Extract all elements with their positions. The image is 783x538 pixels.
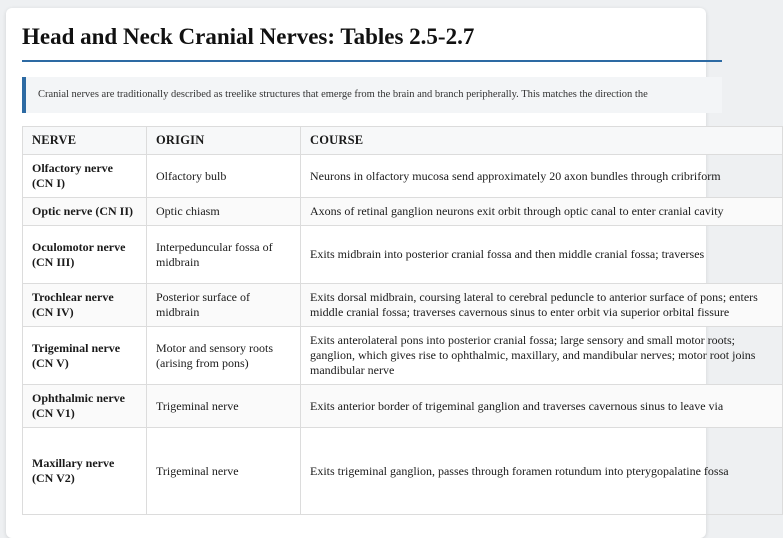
- origin-cell: Trigeminal nerve: [147, 428, 301, 515]
- nerve-cell: Trigeminal nerve (CN V): [23, 327, 147, 385]
- course-cell: Exits anterolateral pons into posterior cranial fossa; large sensory and small motor roots; ganglion, which gives rise to ophthalmic, maxillary, and mandibular nerves; motor root joins mandibular nerve: [301, 327, 783, 385]
- content-card: [6, 8, 758, 538]
- table-row: [23, 198, 783, 226]
- course-cell: Exits trigeminal ganglion, passes through foramen rotundum into pterygopalatine fossa: [301, 428, 783, 515]
- nerve-cell: Optic nerve (CN II): [23, 198, 147, 226]
- table-row: [23, 385, 783, 428]
- origin-cell: Optic chiasm: [147, 198, 301, 226]
- origin-cell: Motor and sensory roots (arising from pons): [147, 327, 301, 385]
- table-header-row: [23, 127, 783, 155]
- origin-cell: Olfactory bulb: [147, 155, 301, 198]
- intro-note: Cranial nerves are traditionally described as treelike structures that emerge from the brain and branch peripherally. This matches the direction the: [22, 77, 722, 113]
- title-divider: [22, 60, 722, 62]
- column-header-course: COURSE: [301, 127, 783, 155]
- nerve-cell: Olfactory nerve (CN I): [23, 155, 147, 198]
- origin-cell: Posterior surface of midbrain: [147, 284, 301, 327]
- course-cell: Exits midbrain into posterior cranial fossa and then middle cranial fossa; traverses: [301, 226, 783, 284]
- table-row: [23, 428, 783, 515]
- table-row: [23, 226, 783, 284]
- course-cell: Axons of retinal ganglion neurons exit orbit through optic canal to enter cranial cavity: [301, 198, 783, 226]
- nerve-cell: Maxillary nerve (CN V2): [23, 428, 147, 515]
- table-row: [23, 327, 783, 385]
- nerve-cell: Trochlear nerve (CN IV): [23, 284, 147, 327]
- origin-cell: Interpeduncular fossa of midbrain: [147, 226, 301, 284]
- course-cell: Neurons in olfactory mucosa send approximately 20 axon bundles through cribriform: [301, 155, 783, 198]
- cranial-nerves-table: [22, 126, 783, 515]
- course-cell: Exits dorsal midbrain, coursing lateral to cerebral peduncle to anterior surface of pons; enters middle cranial fossa; traverses cavernous sinus to enter orbit via superior orbital fissure: [301, 284, 783, 327]
- page-title: Head and Neck Cranial Nerves: Tables 2.5-2.7: [22, 24, 475, 49]
- column-header-origin: ORIGIN: [147, 127, 301, 155]
- column-header-nerve: NERVE: [23, 127, 147, 155]
- course-cell: Exits anterior border of trigeminal ganglion and traverses cavernous sinus to leave via: [301, 385, 783, 428]
- nerve-cell: Oculomotor nerve (CN III): [23, 226, 147, 284]
- table-row: [23, 155, 783, 198]
- nerve-cell: Ophthalmic nerve (CN V1): [23, 385, 147, 428]
- table-row: [23, 284, 783, 327]
- origin-cell: Trigeminal nerve: [147, 385, 301, 428]
